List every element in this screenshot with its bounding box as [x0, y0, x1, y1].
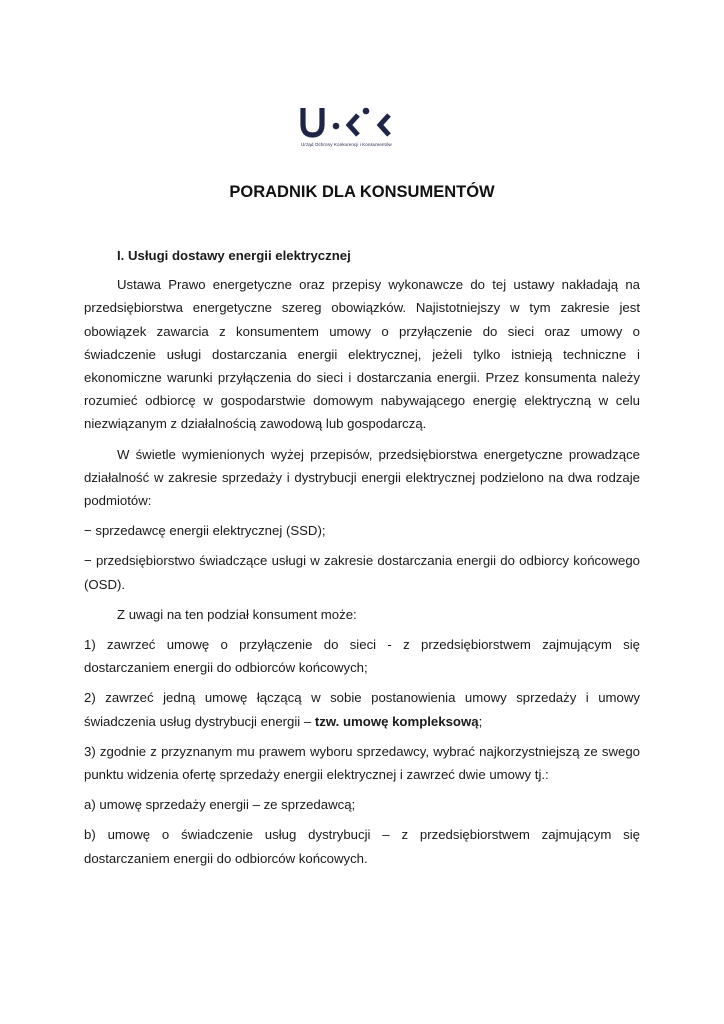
list-item-b: b) umowę o świadczenie usług dystrybucji – z przedsiębiorstwem zajmującym się dostarczaniem energii do odbiorców końcowych. — [84, 827, 640, 866]
bullet-ssd: − sprzedawcę energii elektrycznej (SSD); — [84, 523, 326, 539]
list-item-1: 1) zawrzeć umowę o przyłączenie do sieci - z przedsiębiorstwem zajmującym się dostarczaniem energii do odbiorców końcowych; — [84, 637, 640, 676]
page-title: PORADNIK DLA KONSUMENTÓW — [229, 183, 495, 201]
paragraph-2: W świetle wymienionych wyżej przepisów, przedsiębiorstwa energetyczne prowadzące działalność w zakresie sprzedaży i dystrybucji energii elektrycznej podzielono na dwa rodzaje podmiotów: — [84, 446, 640, 509]
uokik-logo — [300, 104, 424, 152]
list-item-2-end: ; — [478, 713, 483, 729]
paragraph-3: Z uwagi na ten podział konsument może: — [117, 606, 357, 622]
list-item-2-text: 2) zawrzeć jedną umowę łączącą w sobie postanowienia umowy sprzedaży i umowy świadczenia usług dystrybucji energii – — [84, 690, 640, 729]
bullet-osd: − przedsiębiorstwo świadczące usługi w zakresie dostarczania energii do odbiorcy końcowego (OSD). — [84, 553, 640, 592]
list-item-a: a) umowę sprzedaży energii – ze sprzedawcą; — [84, 797, 356, 813]
list-item-3: 3) zgodnie z przyznanym mu prawem wyboru sprzedawcy, wybrać najkorzystniejszą ze swego punktu widzenia ofertę sprzedaży energii elektrycznej i zawrzeć dwie umowy tj.: — [84, 743, 640, 783]
logo-subtitle: Urząd Ochrony Konkurencji i Konsumentów — [301, 142, 392, 147]
section-heading: I. Usługi dostawy energii elektrycznej — [117, 248, 351, 263]
document-body — [84, 244, 640, 877]
list-item-2-bold: tzw. umowę kompleksową — [314, 713, 479, 729]
list-item-2 — [84, 686, 640, 732]
paragraph-1: Ustawa Prawo energetyczne oraz przepisy wykonawcze do tej ustawy nakładają na przedsiębiorstwa energetyczne szereg obowiązków. Najistotniejszy w tym zakresie jest obowiązek zawarcia z konsumentem umowy o przyłączenie do sieci oraz umowy o świadczenie usługi dostarczania energii elektrycznej, jeżeli tylko istnieją techniczne i ekonomiczne warunki przyłączenia do sieci i dostarczania energii. Przez konsumenta należy rozumieć odbiorcę w gospodarstwie domowym nabywającego energię elektryczną w celu niezwiązanym z działalnością zawodową lub gospodarczą. — [84, 277, 640, 432]
uokik-logo-mark — [300, 104, 424, 140]
